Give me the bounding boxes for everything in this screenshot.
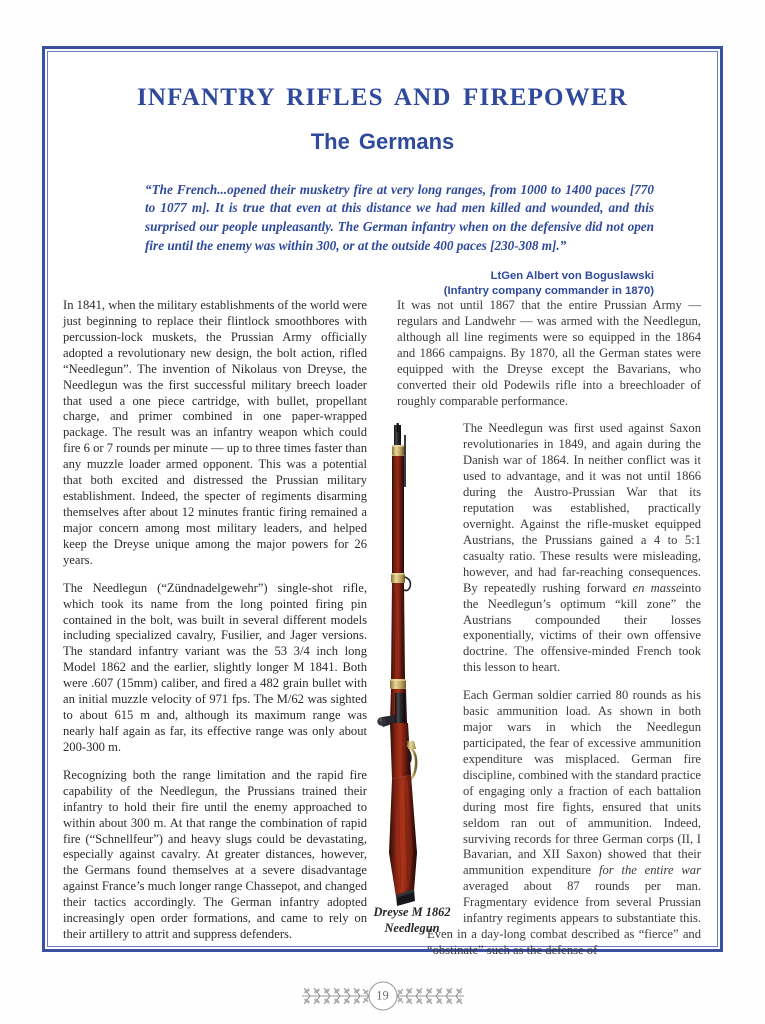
paragraph: It was not until 1867 that the entire Prussian Army — regulars and Landwehr — was armed with the Needlegun, although all line regiments were so equipped in the 1864 and 1866 campaigns. By 1870, all the German states were equipped with the Dreyse except the Bavarians, who converted their old Podewils rifle into a breechloader of roughly comparable performance. [397, 298, 701, 408]
attribution-name: LtGen Albert von Boguslawski [490, 269, 654, 282]
laurel-branch-left-icon [300, 981, 378, 1011]
italic-phrase: for the entire war [598, 863, 701, 878]
caption-line-1: Dreyse M 1862 [373, 905, 451, 919]
paragraph-part: The Needlegun was first used against Saxon revolutionaries in 1849, and again during the Danish war of 1864. In neither conflict was it used to advantage, and it was not until 1866 during the Austro-Prussian War that its reputation was established, practically overnight. Against the rifle-musket equipped Austrians, the Prussians gained a 4 to 5:1 casualty ratio. These results were misleading, however, and had far-reaching consequences. By repeatedly rushing forward [463, 421, 701, 595]
figure-caption [352, 905, 472, 937]
page-number: 19 [368, 982, 397, 1011]
paragraph-part: averaged about 87 rounds per man. Fragmentary evidence from several Prussian infantry regiments appears to substantiate this. Even in a day-long combat described as “fierce” and “obstinate” such as the defense of [427, 879, 701, 957]
paragraph-part: Each German soldier carried 80 rounds as his basic ammunition load. As shown in both major wars in which the Needlegun participated, the fear of excessive ammunition expenditure was misplaced. German fire discipline, combined with the standard practice of engaging only a fraction of each battalion during most fire fights, ensured that units seldom ran out of ammunition. Indeed, surviving records for three German corps (II, I Bavarian, and XII Saxon) showed that their ammunition expenditure [463, 688, 701, 878]
page-footer [0, 975, 765, 1021]
pull-quote [145, 181, 654, 299]
dreyse-needlegun-rifle-photo [368, 423, 434, 908]
pull-quote-attribution [145, 269, 654, 300]
caption-line-2: Needlegun [384, 920, 440, 935]
paragraph: In 1841, when the military establishments of the world were just beginning to replace their flintlock smoothbores with percussion-lock muskets, the Prussian Army officially adopted a revolutionary new design, the bolt action, rifled “Needlegun”. The invention of Nikolaus von Dreyse, the Needlegun was the first successful military breech loader that used a one piece cartridge, with bullet, propellant charge, and primer combined in one paper-wrapped package. The result was an infantry weapon which could fire 6 or 7 rounds per minute — up to three times faster than any muzzle loader armed opponent. This was a potential that both excited and distressed the Prussian military establishment. Indeed, the specter of regiments disarming themselves after about 12 minutes frantic firing remained a major concern among most military leaders, and helped keep the Dreyse unique among the major powers for 26 years. [63, 298, 367, 567]
page-title: INFANTRY RIFLES AND FIREPOWER [136, 84, 629, 111]
right-column [397, 298, 701, 959]
paragraph: Recognizing both the range limitation and the rapid fire capability of the Needlegun, the Prussians trained their infantry to hold their fire until the enemy approached to within about 300 m. At that range the combination of rapid fire (“Schnellfeur”) and heavy slugs could be devastating, especially against cavalry. At greater distances, however, the Germans found themselves at a severe disadvantage against France’s much longer range Chassepot, and changed their tactics accordingly. The German infantry adopted increasingly open order formations, and came to rely on their artillery to attrit and suppress defenders. [63, 767, 367, 942]
paragraph-part: into the Needlegun’s optimum “kill zone” the Austrians compounded their losses exponentially, victims of their own offensive doctrine. The offensive-minded French took this lesson to heart. [463, 580, 701, 675]
laurel-branch-right-icon [388, 981, 466, 1011]
italic-phrase: en masse [632, 580, 682, 595]
pull-quote-text: “The French...opened their musketry fire at very long ranges, from 1000 to 1400 paces [770 to 1077 m]. It is true that even at this distance we had men killed and wounded, and this surprised our people unpleasantly. The German infantry when on the defensive did not open fire until the enemy was within 300, or at the outside 400 paces [230-308 m].” [145, 181, 654, 253]
paragraph: The Needlegun (“Zündnadelgewehr”) single-shot rifle, which took its name from the long pointed firing pin contained in the bolt, was built in several different models including specialized cavalry, Fusilier, and Jager versions. The standard infantry variant was the 53 3/4 inch long Model 1862 and the earlier, slightly longer M 1841. Both were .607 (15mm) caliber, and fired a 482 grain bullet with an initial muzzle velocity of 971 fps. The M/62 was sighted to about 615 m and, although its maximum range was nearly half again as far, its effective range was only about 200-300 m. [63, 580, 367, 754]
left-column [63, 298, 367, 943]
attribution-role: (Infantry company commander in 1870) [443, 284, 654, 297]
page-subtitle: The Germans [310, 128, 455, 154]
